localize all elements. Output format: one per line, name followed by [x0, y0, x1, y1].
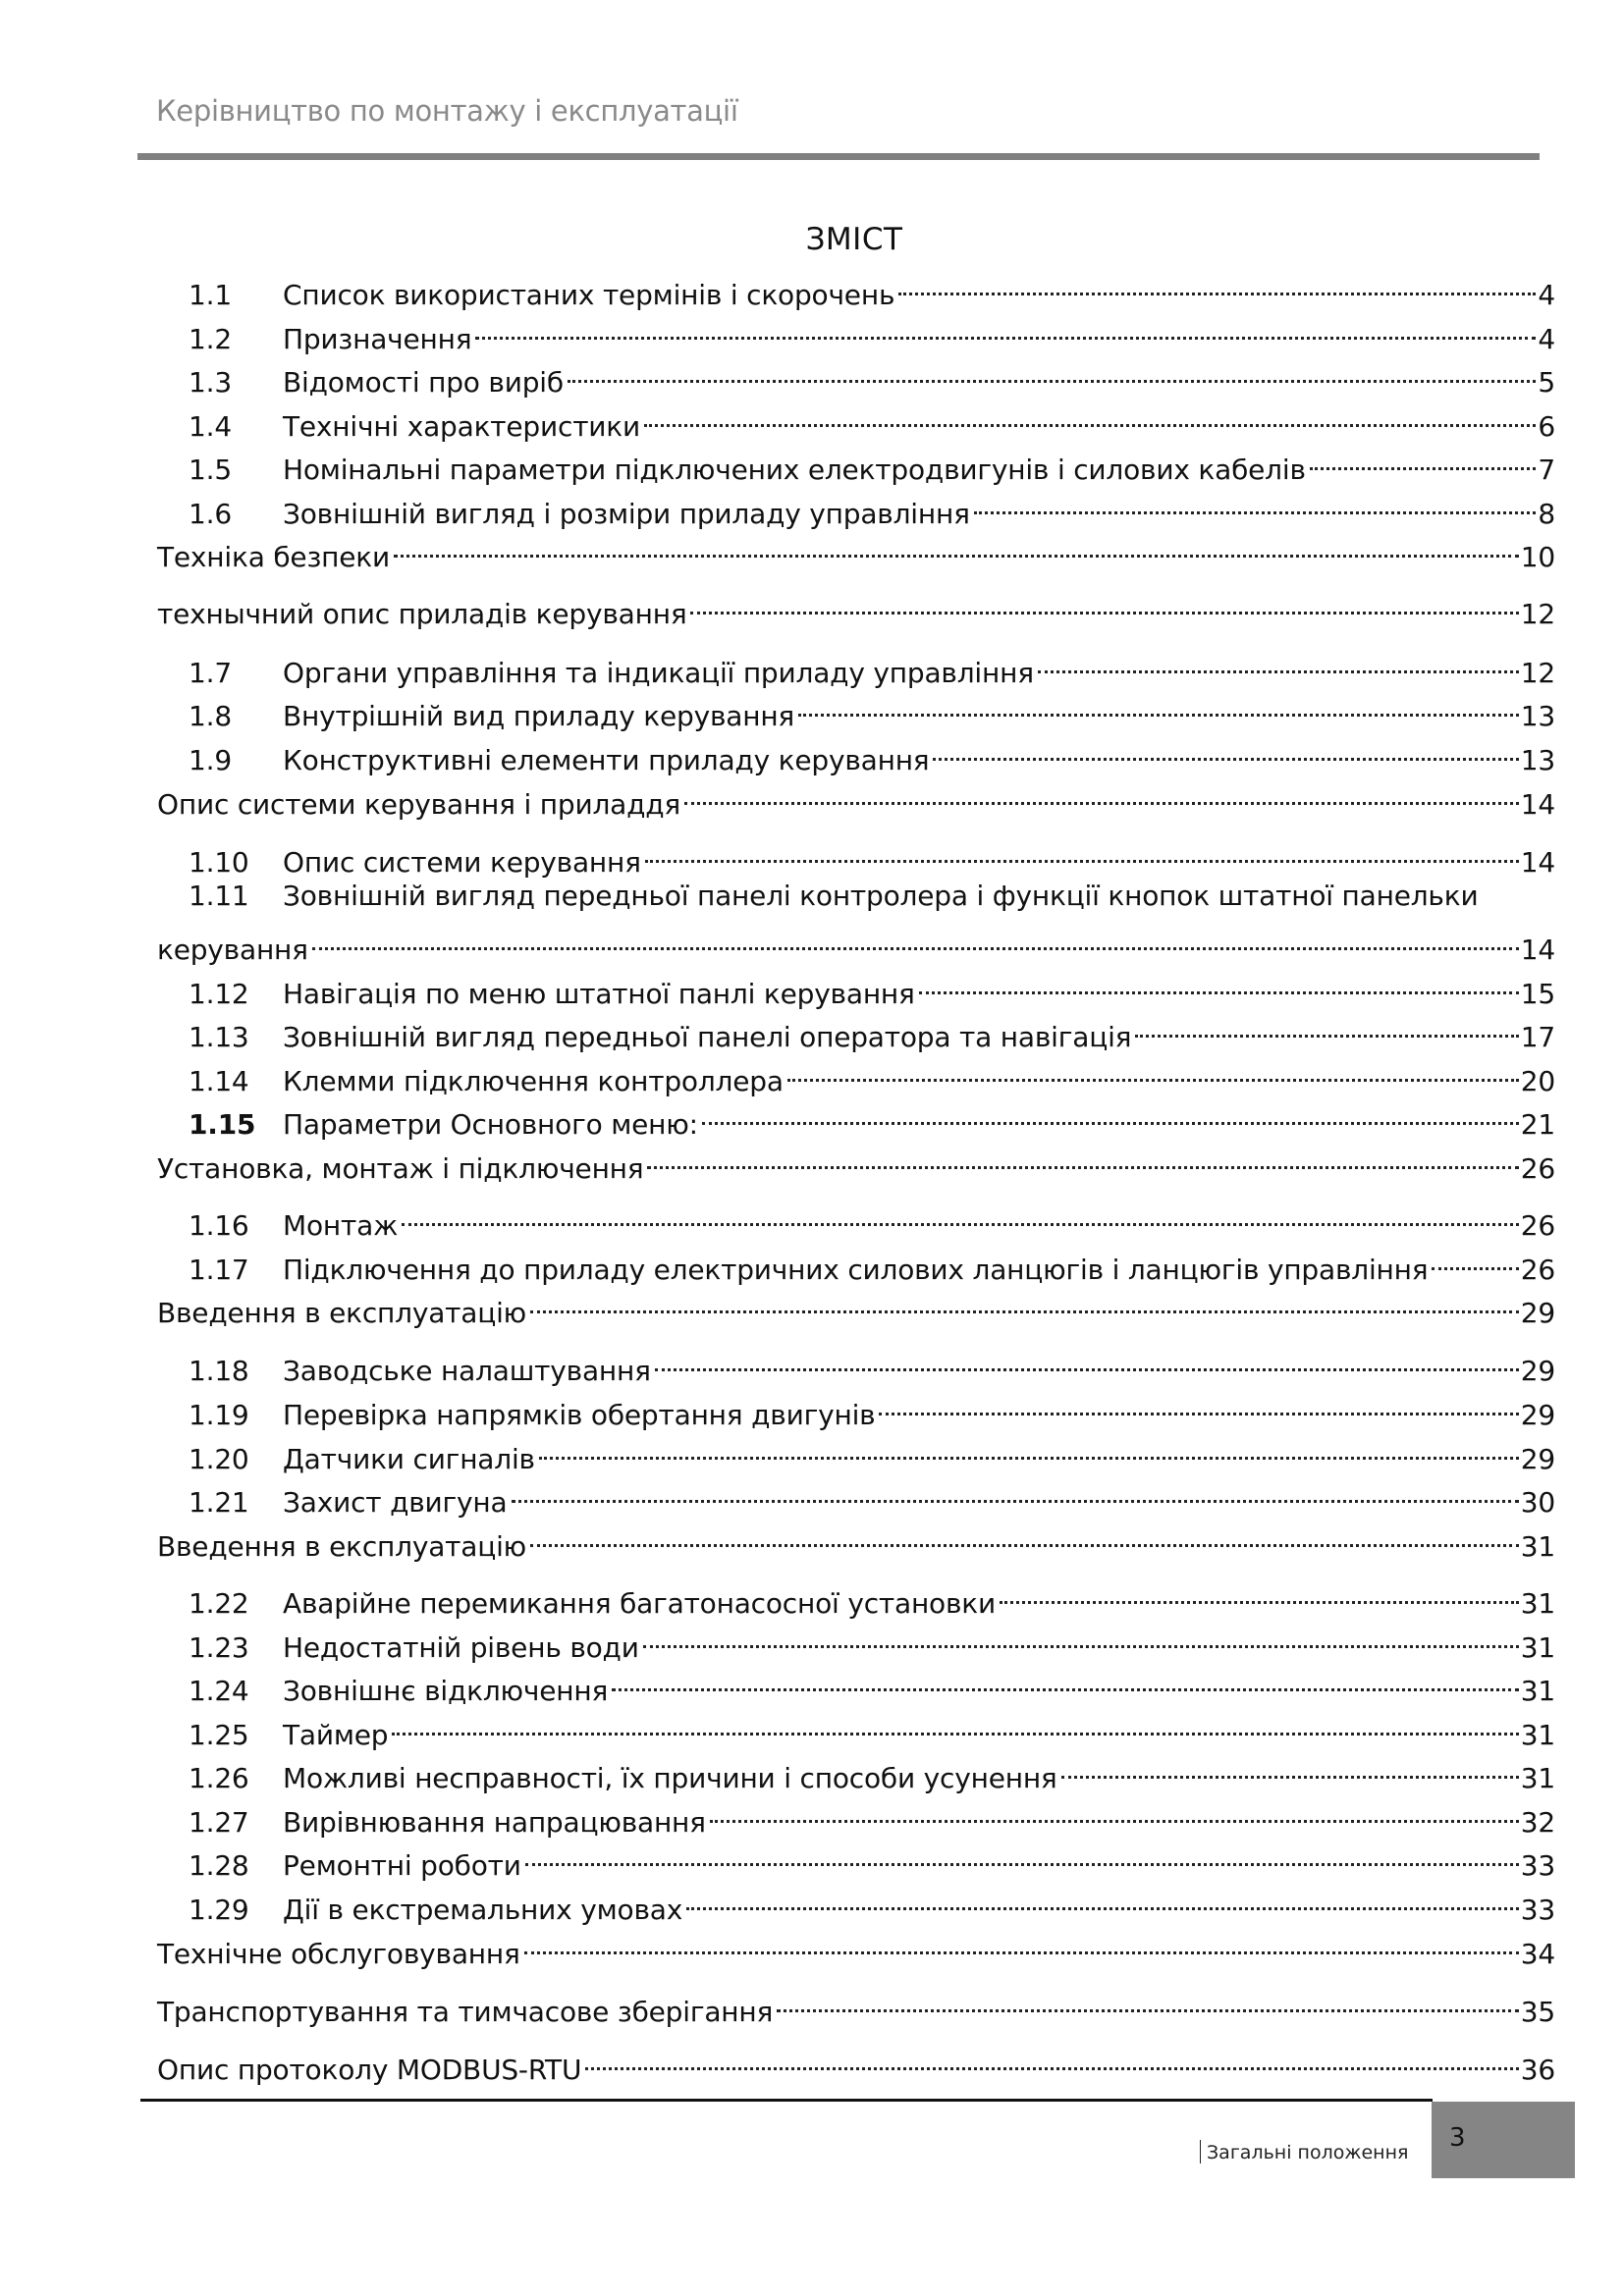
toc-entry-page: 26 — [1520, 1209, 1555, 1242]
toc-entry[interactable] — [157, 1880, 1555, 1926]
toc-entry-label: Опис протоколу MODBUS-RTU — [157, 2054, 582, 2086]
toc-entry[interactable] — [157, 2040, 1555, 2086]
toc-entry-label: Параметри Основного меню: — [283, 1108, 698, 1141]
toc-entry-page: 20 — [1520, 1065, 1555, 1097]
toc-entry[interactable] — [157, 1836, 1555, 1882]
toc-entry-label: Ремонтні роботи — [283, 1849, 521, 1882]
toc-entry-number: 1.22 — [189, 1587, 249, 1620]
dot-leader — [312, 920, 1519, 959]
toc-entry-label: Введення в експлуатацію — [157, 1530, 527, 1563]
toc-entry[interactable] — [157, 1924, 1555, 1970]
toc-entry-number: 1.3 — [189, 366, 232, 399]
dot-leader — [710, 1792, 1519, 1832]
toc-entry-page: 29 — [1520, 1355, 1555, 1387]
toc-entry-label: Датчики сигналів — [283, 1443, 535, 1475]
toc-entry-page: 13 — [1520, 744, 1555, 776]
toc-entry-number: 1.18 — [189, 1355, 249, 1387]
toc-entry[interactable] — [157, 1792, 1555, 1839]
toc-entry[interactable] — [157, 484, 1555, 530]
toc-entry-label: Зовнішнє відключення — [283, 1675, 609, 1707]
toc-entry-page: 29 — [1520, 1443, 1555, 1475]
toc-entry-page: 32 — [1520, 1806, 1555, 1839]
toc-entry-page: 7 — [1538, 454, 1555, 486]
toc-entry-label: Номінальні параметри підключених електродвигунів і силових кабелів — [283, 454, 1306, 486]
toc-entry-number: 1.9 — [189, 744, 232, 776]
toc-entry-number: 1.1 — [189, 279, 232, 311]
dot-leader — [612, 1661, 1519, 1700]
dot-leader — [798, 686, 1519, 725]
toc-entry[interactable] — [157, 1705, 1555, 1751]
toc-entry[interactable] — [157, 1341, 1555, 1387]
toc-entry-page: 31 — [1520, 1587, 1555, 1620]
toc-entry-page: 6 — [1538, 410, 1555, 443]
toc-entry-number: 1.21 — [189, 1486, 249, 1519]
toc-entry-number: 1.19 — [189, 1399, 249, 1431]
toc-entry[interactable] — [157, 643, 1555, 689]
toc-entry-page: 34 — [1520, 1938, 1555, 1970]
dot-leader — [1135, 1007, 1518, 1046]
dot-leader — [525, 1836, 1519, 1875]
toc-entry-label: Дії в екстремальних умовах — [283, 1894, 683, 1926]
toc-entry-page: 5 — [1538, 366, 1555, 399]
page-number: 3 — [1449, 2123, 1466, 2153]
toc-entry[interactable] — [157, 352, 1555, 399]
dot-leader — [1310, 440, 1536, 479]
toc-entry[interactable] — [157, 1095, 1555, 1141]
toc-entry[interactable] — [157, 1661, 1555, 1707]
dot-leader — [1038, 643, 1519, 682]
toc-entry-number: 1.28 — [189, 1849, 249, 1882]
toc-entry-page: 14 — [1520, 788, 1555, 821]
dot-leader — [702, 1095, 1519, 1134]
toc-entry-number: 1.29 — [189, 1894, 249, 1926]
toc-entry-page: 4 — [1538, 323, 1555, 355]
toc-entry-number: 1.26 — [189, 1762, 249, 1794]
toc-entry-page: 31 — [1520, 1631, 1555, 1664]
toc-entry-label: Призначення — [283, 323, 472, 355]
dot-leader — [919, 964, 1519, 1003]
toc-entry-label: технычний опис приладів керування — [157, 598, 687, 630]
toc-entry-label: Аварійне перемикання багатонасосної установки — [283, 1587, 997, 1620]
toc-entry-page: 26 — [1520, 1152, 1555, 1185]
toc-entry[interactable] — [157, 584, 1555, 630]
header-divider-bar — [137, 153, 1540, 160]
toc-entry-page: 21 — [1520, 1108, 1555, 1141]
dot-leader — [475, 309, 1536, 348]
toc-entry-number: 1.16 — [189, 1209, 249, 1242]
toc-entry[interactable] — [157, 1007, 1555, 1053]
toc-entry-page: 29 — [1520, 1297, 1555, 1329]
toc-entry-page: 4 — [1538, 279, 1555, 311]
toc-entry-page: 30 — [1520, 1486, 1555, 1519]
toc-entry[interactable] — [157, 1574, 1555, 1620]
toc-entry-number: 1.7 — [189, 657, 232, 689]
dot-leader — [655, 1341, 1519, 1380]
dot-leader — [644, 397, 1536, 436]
toc-entry-label: Таймер — [283, 1719, 389, 1751]
toc-entry-label: Опис системи керування — [283, 846, 641, 879]
toc-entry[interactable] — [157, 686, 1555, 732]
toc-entry-number: 1.27 — [189, 1806, 249, 1839]
toc-entry-label: Опис системи керування і приладдя — [157, 788, 681, 821]
footer-section-label — [1200, 2140, 1408, 2163]
dot-leader — [585, 2040, 1519, 2079]
toc-entry-number: 1.25 — [189, 1719, 249, 1751]
toc-entry[interactable] — [157, 1618, 1555, 1664]
toc-entry-page: 31 — [1520, 1719, 1555, 1751]
toc-entry-number: 1.12 — [189, 978, 249, 1010]
toc-entry-page: 31 — [1520, 1762, 1555, 1794]
dot-leader — [777, 1982, 1519, 2021]
page-number-box — [1432, 2102, 1575, 2178]
dot-leader — [530, 1283, 1519, 1322]
toc-entry[interactable] — [157, 1139, 1555, 1185]
toc-entry-label: Внутрішній вид приладу керування — [283, 700, 795, 732]
toc-entry-number: 1.20 — [189, 1443, 249, 1475]
dot-leader — [568, 352, 1536, 392]
dot-leader — [643, 1618, 1519, 1657]
toc-entry-label: Органи управління та індикації приладу управління — [283, 657, 1034, 689]
toc-entry[interactable] — [157, 877, 1555, 916]
toc-entry[interactable] — [157, 832, 1555, 879]
toc-entry-label: Можливі несправності, їх причини і способи усунення — [283, 1762, 1057, 1794]
dot-leader — [1061, 1748, 1519, 1788]
footer-section-text: Загальні положення — [1207, 2142, 1409, 2163]
toc-entry-number: 1.15 — [189, 1108, 256, 1141]
running-header-title: Керівництво по монтажу і експлуатації — [156, 94, 738, 128]
toc-entry-label: Конструктивні елементи приладу керування — [283, 744, 930, 776]
dot-leader — [530, 1517, 1519, 1556]
toc-title: ЗМІСТ — [805, 222, 903, 257]
dot-leader — [690, 584, 1518, 623]
toc-entry-number: 1.11 — [189, 880, 249, 912]
toc-entry-label: Відомості про виріб — [283, 366, 564, 399]
toc-entry[interactable] — [157, 440, 1555, 486]
toc-entry[interactable] — [157, 1196, 1555, 1242]
toc-entry-page: 8 — [1538, 498, 1555, 530]
toc-entry[interactable] — [157, 920, 1555, 966]
dot-leader — [879, 1385, 1518, 1424]
dot-leader — [933, 730, 1518, 770]
toc-entry-number: 1.13 — [189, 1021, 249, 1053]
dot-leader — [645, 832, 1519, 872]
toc-entry-number: 1.14 — [189, 1065, 249, 1097]
toc-entry-label: Навігація по меню штатної панлі керування — [283, 978, 915, 1010]
toc-entry-number: 1.4 — [189, 410, 232, 443]
toc-entry-label: Технічне обслуговування — [157, 1938, 520, 1970]
toc-entry-label: Вирівнювання напрацювання — [283, 1806, 706, 1839]
toc-entry-page: 12 — [1520, 657, 1555, 689]
footer-separator — [1200, 2140, 1201, 2163]
toc-entry-label: Техніка безпеки — [157, 541, 390, 573]
toc-entry-label: Зовнішній вигляд передньої панелі оператора та навігація — [283, 1021, 1132, 1053]
toc-entry[interactable] — [157, 1429, 1555, 1475]
toc-entry-page: 13 — [1520, 700, 1555, 732]
dot-leader — [524, 1924, 1519, 1963]
toc-entry-label: Монтаж — [283, 1209, 399, 1242]
dot-leader — [394, 527, 1519, 566]
toc-entry[interactable] — [157, 964, 1555, 1010]
toc-entry[interactable] — [157, 309, 1555, 355]
toc-entry-number: 1.6 — [189, 498, 232, 530]
toc-entry-label: Недостатній рівень води — [283, 1631, 639, 1664]
toc-entry-number: 1.5 — [189, 454, 232, 486]
dot-leader — [974, 484, 1536, 523]
dot-leader — [787, 1051, 1519, 1091]
toc-entry-page: 14 — [1520, 846, 1555, 879]
toc-entry-label: керування — [157, 934, 308, 966]
toc-entry-label: Зовнішній вигляд і розміри приладу управління — [283, 498, 970, 530]
toc-entry-number: 1.2 — [189, 323, 232, 355]
toc-entry-number: 1.8 — [189, 700, 232, 732]
toc-entry-number: 1.17 — [189, 1254, 249, 1286]
toc-entry[interactable] — [157, 1051, 1555, 1097]
toc-entry[interactable] — [157, 397, 1555, 443]
dot-leader — [402, 1196, 1519, 1235]
toc-entry[interactable] — [157, 265, 1555, 311]
toc-entry[interactable] — [157, 1517, 1555, 1563]
toc-entry[interactable] — [157, 1240, 1555, 1286]
toc-entry-page: 31 — [1520, 1530, 1555, 1563]
toc-entry-page: 26 — [1520, 1254, 1555, 1286]
dot-leader — [512, 1472, 1519, 1512]
toc-entry-page: 15 — [1520, 978, 1555, 1010]
toc-entry-label: Підключення до приладу електричних силових ланцюгів і ланцюгів управління — [283, 1254, 1429, 1286]
toc-entry[interactable] — [157, 1472, 1555, 1519]
toc-entry-label: Заводське налаштування — [283, 1355, 651, 1387]
dot-leader — [1432, 1240, 1518, 1279]
toc-entry-label: Захист двигуна — [283, 1486, 508, 1519]
toc-entry-label: Перевірка напрямків обертання двигунів — [283, 1399, 876, 1431]
toc-entry[interactable] — [157, 730, 1555, 776]
toc-entry[interactable] — [157, 1283, 1555, 1329]
toc-entry[interactable] — [157, 1385, 1555, 1431]
dot-leader — [1000, 1574, 1519, 1613]
toc-entry-label: Введення в експлуатацію — [157, 1297, 527, 1329]
dot-leader — [647, 1139, 1518, 1178]
footer-divider — [140, 2099, 1433, 2102]
toc-entry-number: 1.23 — [189, 1631, 249, 1664]
toc-entry-number: 1.10 — [189, 846, 249, 879]
toc-entry-label: Зовнішній вигляд передньої панелі контролера і функції кнопок штатної панельки — [283, 880, 1479, 912]
toc-entry-page: 31 — [1520, 1675, 1555, 1707]
toc-entry[interactable] — [157, 774, 1555, 821]
toc-entry-label: Технічні характеристики — [283, 410, 641, 443]
toc-entry-page: 29 — [1520, 1399, 1555, 1431]
toc-entry-number: 1.24 — [189, 1675, 249, 1707]
toc-entry-label: Установка, монтаж і підключення — [157, 1152, 644, 1185]
toc-entry-page: 17 — [1520, 1021, 1555, 1053]
dot-leader — [392, 1705, 1518, 1744]
toc-entry-page: 12 — [1520, 598, 1555, 630]
dot-leader — [684, 774, 1519, 814]
dot-leader — [898, 265, 1536, 304]
toc-entry[interactable] — [157, 1748, 1555, 1794]
toc-entry-page: 36 — [1520, 2054, 1555, 2086]
toc-entry-page: 14 — [1520, 934, 1555, 966]
toc-entry-page: 35 — [1520, 1996, 1555, 2028]
toc-entry-page: 10 — [1520, 541, 1555, 573]
toc-entry-label: Список використаних термінів і скорочень — [283, 279, 895, 311]
toc-entry-page: 33 — [1520, 1894, 1555, 1926]
dot-leader — [686, 1880, 1519, 1919]
toc-entry-page: 33 — [1520, 1849, 1555, 1882]
dot-leader — [539, 1429, 1519, 1468]
toc-entry[interactable] — [157, 1982, 1555, 2028]
toc-entry-label: Транспортування та тимчасове зберігання — [157, 1996, 774, 2028]
toc-entry-label: Клемми підключення контроллера — [283, 1065, 784, 1097]
toc-entry[interactable] — [157, 527, 1555, 573]
